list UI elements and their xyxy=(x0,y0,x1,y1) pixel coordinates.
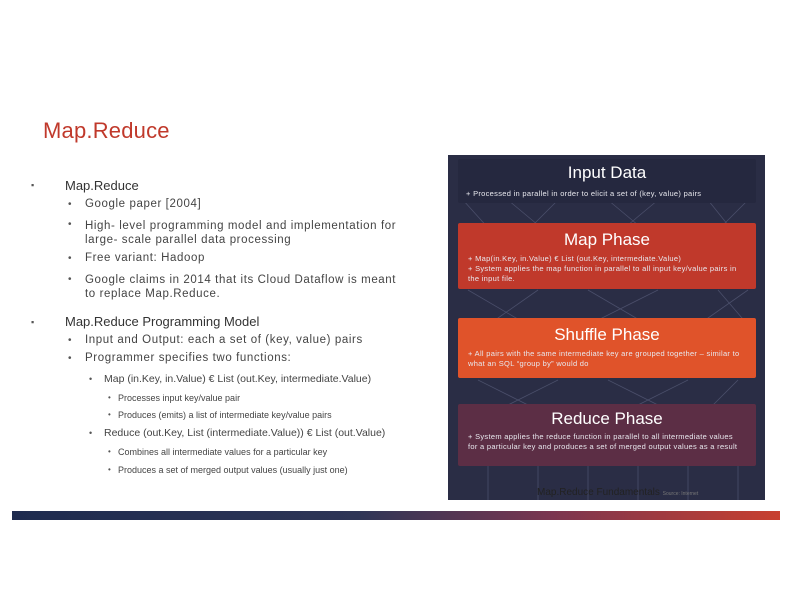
sub-bullet-marker: • xyxy=(108,447,111,456)
bullet-hadoop: Free variant: Hadoop xyxy=(85,252,206,264)
phase-description: + Processed in parallel in order to elicit a set of (key, value) pairs xyxy=(466,189,702,198)
phase-description: + System applies the reduce function in parallel to all intermediate values for a particular key and produces a set of merged output values as a result xyxy=(468,432,738,451)
slide-title: Map.Reduce xyxy=(43,118,170,143)
sub-bullet-marker: • xyxy=(89,428,93,438)
sub-bullet-marker: • xyxy=(68,219,72,230)
phase-title: Map Phase xyxy=(564,230,650,249)
bullet-mapreduce: Map.Reduce xyxy=(65,178,139,193)
bullet-input-output: Input and Output: each a set of (key, value) pairs xyxy=(85,334,363,346)
phase-title: Shuffle Phase xyxy=(554,325,660,344)
bullet-two-functions: Programmer specifies two functions: xyxy=(85,352,292,364)
sub-bullet-marker: • xyxy=(68,274,72,285)
sub-bullet-marker: • xyxy=(68,253,72,264)
sub-bullet-marker: • xyxy=(89,374,93,384)
phase-input-data xyxy=(458,159,756,203)
phase-description: + All pairs with the same intermediate key are grouped together – similar to what an SQL “group by” would do xyxy=(468,349,740,368)
bullet-processes-input: Processes input key/value pair xyxy=(118,393,241,403)
bullet-reduce-function: Reduce (out.Key, List (intermediate.Value)) € List (out.Value) xyxy=(104,427,386,439)
bullet-produces-intermediate: Produces (emits) a list of intermediate key/value pairs xyxy=(118,410,332,420)
bullet-programming-model: Map.Reduce Programming Model xyxy=(65,314,260,329)
diagram-caption xyxy=(537,487,698,498)
sub-bullet-marker: • xyxy=(68,199,72,210)
bullet-cloud-dataflow: Google claims in 2014 that its Cloud Dataflow is meant to replace Map.Reduce. xyxy=(85,274,397,300)
phase-map xyxy=(458,223,756,289)
phase-title: Reduce Phase xyxy=(551,409,663,428)
sub-bullet-marker: • xyxy=(68,335,72,346)
phase-description: + Map(in.Key, in.Value) € List (out.Key, intermediate.Value) xyxy=(468,254,682,263)
bullet-marker: ▪ xyxy=(31,317,35,327)
sub-bullet-marker: • xyxy=(108,465,111,474)
caption-source: Source: Internet xyxy=(662,491,699,497)
bullet-google-paper: Google paper [2004] xyxy=(85,198,202,210)
mapreduce-diagram xyxy=(448,155,765,500)
phase-shuffle xyxy=(458,318,756,378)
bullet-high-level-model: High- level programming model and implementation for large- scale parallel data processing xyxy=(85,220,397,246)
sub-bullet-marker: • xyxy=(68,353,72,364)
bullet-marker: ▪ xyxy=(31,180,35,190)
phase-title: Input Data xyxy=(567,163,647,182)
phase-description: + System applies the map function in parallel to all input key/value pairs in the input file. xyxy=(468,264,737,283)
bullet-combines-values: Combines all intermediate values for a particular key xyxy=(118,447,328,457)
bullet-map-function: Map (in.Key, in.Value) € List (out.Key, intermediate.Value) xyxy=(104,373,372,385)
caption-text: Map.Reduce Fundamentals xyxy=(537,487,660,498)
phase-reduce xyxy=(458,404,756,466)
sub-bullet-marker: • xyxy=(108,410,111,419)
bullet-merged-output: Produces a set of merged output values (usually just one) xyxy=(118,465,348,475)
sub-bullet-marker: • xyxy=(108,393,111,402)
footer-gradient-bar xyxy=(12,511,780,520)
